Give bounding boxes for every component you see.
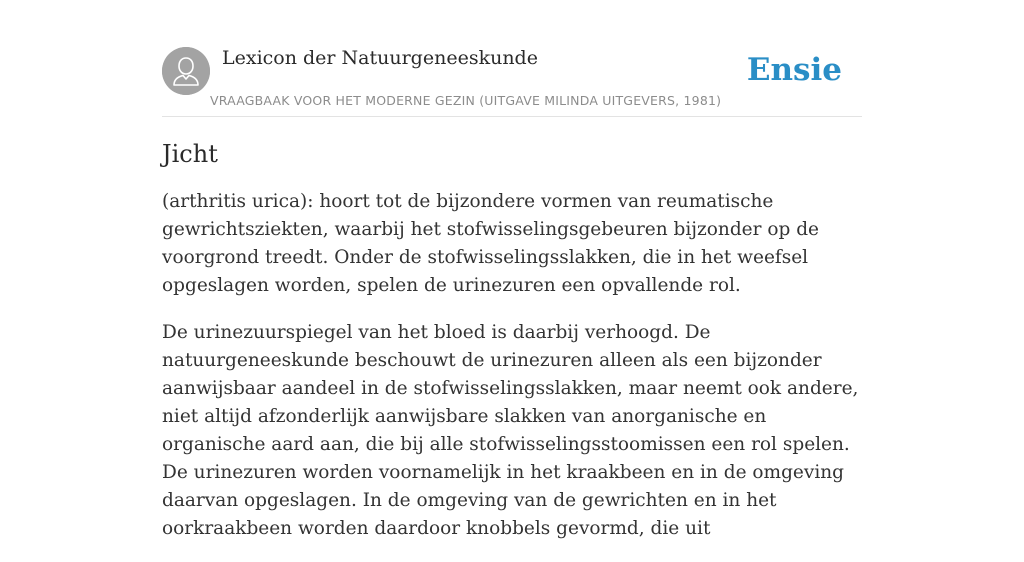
- entry-content: [162, 137, 862, 562]
- source-subtitle: VRAAGBAAK VOOR HET MODERNE GEZIN (UITGAVE MILINDA UITGEVERS, 1981): [210, 93, 722, 108]
- site-title[interactable]: Lexicon der Natuurgeneeskunde: [222, 47, 538, 69]
- ensie-logo[interactable]: Ensie: [746, 52, 842, 88]
- entry-title: Jicht: [162, 140, 218, 168]
- entry-paragraph: (arthritis urica): hoort tot de bijzondere vormen van reumatische gewrichtsziekten, waarbij het stofwisselingsgebeuren bijzonder op de voorgrond treedt. Onder de stofwisselingsslakken, die in het weefsel opgeslagen worden, spelen de urinezuren een opvallende rol.: [162, 191, 819, 296]
- user-icon[interactable]: [162, 47, 210, 95]
- entry-paragraph: De urinezuurspiegel van het bloed is daarbij verhoogd. De natuurgeneeskunde beschouwt de urinezuren alleen als een bijzonder aanwijsbaar aandeel in de stofwisselingsslakken, maar neemt ook andere, niet altijd afzonderlijk aanwijsbare slakken van anorganische en organische aard aan, die bij alle stofwisselingsstoomissen een rol spelen. De urinezuren worden voornamelijk in het kraakbeen en in de omgeving daarvan opgeslagen. In de omgeving van de gewrichten en in het oorkraakbeen worden daardoor knobbels gevormd, die uit: [162, 322, 859, 539]
- header: [162, 46, 862, 117]
